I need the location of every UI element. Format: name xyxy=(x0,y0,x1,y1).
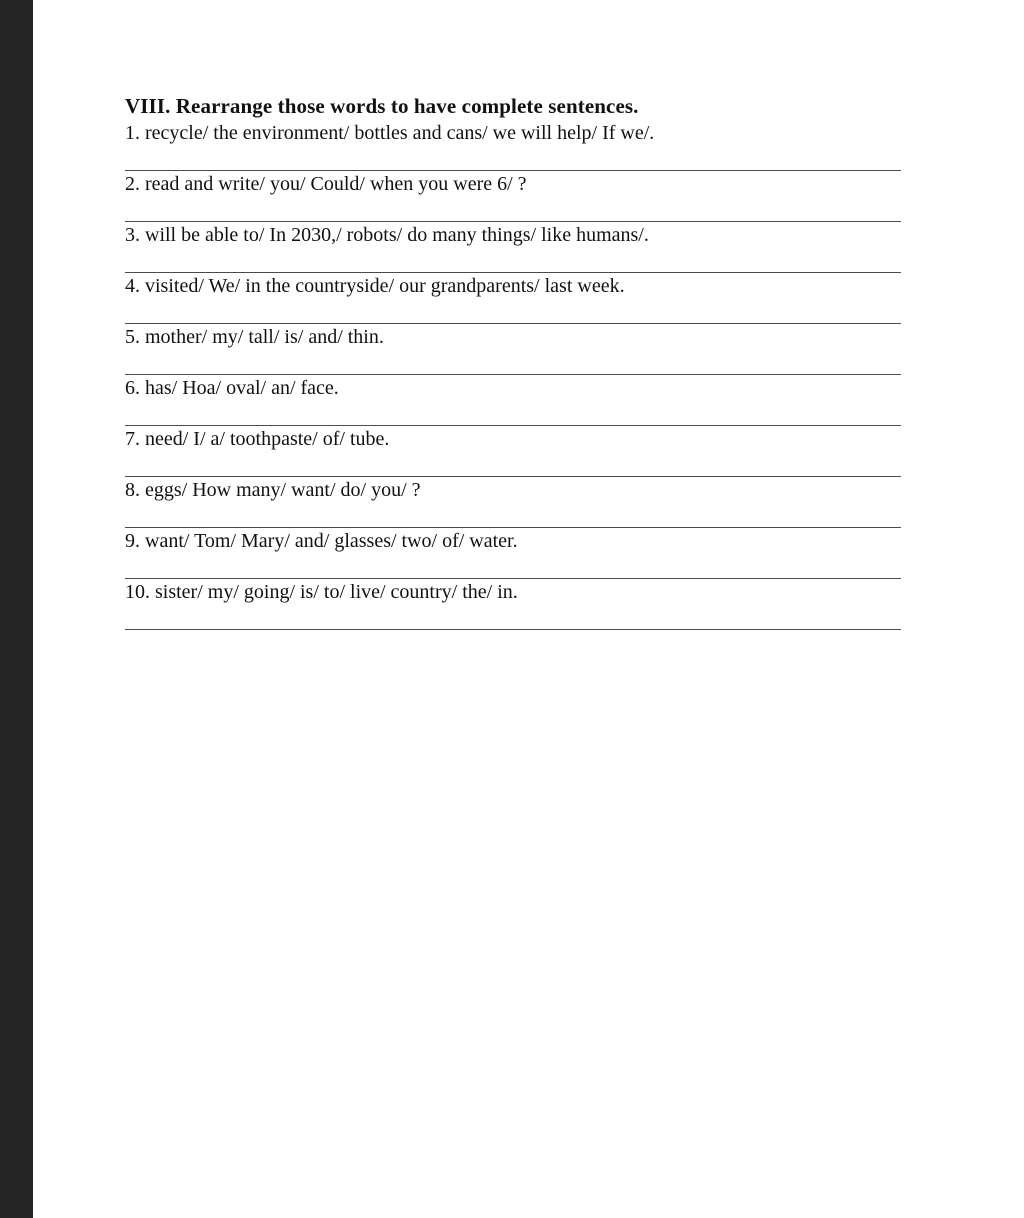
exercise-section xyxy=(125,92,901,630)
answer-line[interactable] xyxy=(125,503,901,528)
item-text: will be able to/ In 2030,/ robots/ do many things/ like humans/. xyxy=(145,224,649,246)
answer-line[interactable] xyxy=(125,146,901,171)
answer-line[interactable] xyxy=(125,350,901,375)
exercise-list xyxy=(125,120,901,630)
item-text: want/ Tom/ Mary/ and/ glasses/ two/ of/ water. xyxy=(145,530,518,552)
item-number: 2. xyxy=(125,173,140,195)
viewer-left-rail xyxy=(0,0,33,1218)
exercise-item-2 xyxy=(125,171,901,222)
exercise-prompt xyxy=(125,222,901,248)
item-text: visited/ We/ in the countryside/ our grandparents/ last week. xyxy=(145,275,625,297)
item-number: 4. xyxy=(125,275,140,297)
exercise-item-7 xyxy=(125,426,901,477)
item-text: sister/ my/ going/ is/ to/ live/ country/ the/ in. xyxy=(155,581,518,603)
item-number: 7. xyxy=(125,428,140,450)
exercise-prompt xyxy=(125,273,901,299)
exercise-item-1 xyxy=(125,120,901,171)
exercise-prompt xyxy=(125,375,901,401)
answer-line[interactable] xyxy=(125,452,901,477)
answer-line[interactable] xyxy=(125,299,901,324)
item-number: 10. xyxy=(125,581,150,603)
item-text: eggs/ How many/ want/ do/ you/ ? xyxy=(145,479,421,501)
item-number: 6. xyxy=(125,377,140,399)
exercise-item-8 xyxy=(125,477,901,528)
exercise-item-3 xyxy=(125,222,901,273)
exercise-prompt xyxy=(125,120,901,146)
item-number: 3. xyxy=(125,224,140,246)
answer-line[interactable] xyxy=(125,554,901,579)
answer-line[interactable] xyxy=(125,401,901,426)
item-text: mother/ my/ tall/ is/ and/ thin. xyxy=(145,326,384,348)
answer-line[interactable] xyxy=(125,197,901,222)
exercise-prompt xyxy=(125,171,901,197)
exercise-prompt xyxy=(125,324,901,350)
document-page xyxy=(33,0,1024,1218)
exercise-prompt xyxy=(125,426,901,452)
exercise-item-5 xyxy=(125,324,901,375)
section-title: VIII. Rearrange those words to have complete sentences. xyxy=(125,94,639,118)
item-text: recycle/ the environment/ bottles and cans/ we will help/ If we/. xyxy=(145,122,655,144)
item-number: 8. xyxy=(125,479,140,501)
item-number: 9. xyxy=(125,530,140,552)
exercise-item-9 xyxy=(125,528,901,579)
exercise-prompt xyxy=(125,477,901,503)
item-number: 1. xyxy=(125,122,140,144)
item-text: has/ Hoa/ oval/ an/ face. xyxy=(145,377,339,399)
item-text: read and write/ you/ Could/ when you were 6/ ? xyxy=(145,173,527,195)
exercise-item-10 xyxy=(125,579,901,630)
exercise-prompt xyxy=(125,579,901,605)
exercise-item-4 xyxy=(125,273,901,324)
item-text: need/ I/ a/ toothpaste/ of/ tube. xyxy=(145,428,390,450)
exercise-prompt xyxy=(125,528,901,554)
answer-line[interactable] xyxy=(125,605,901,630)
answer-line[interactable] xyxy=(125,248,901,273)
item-number: 5. xyxy=(125,326,140,348)
exercise-item-6 xyxy=(125,375,901,426)
